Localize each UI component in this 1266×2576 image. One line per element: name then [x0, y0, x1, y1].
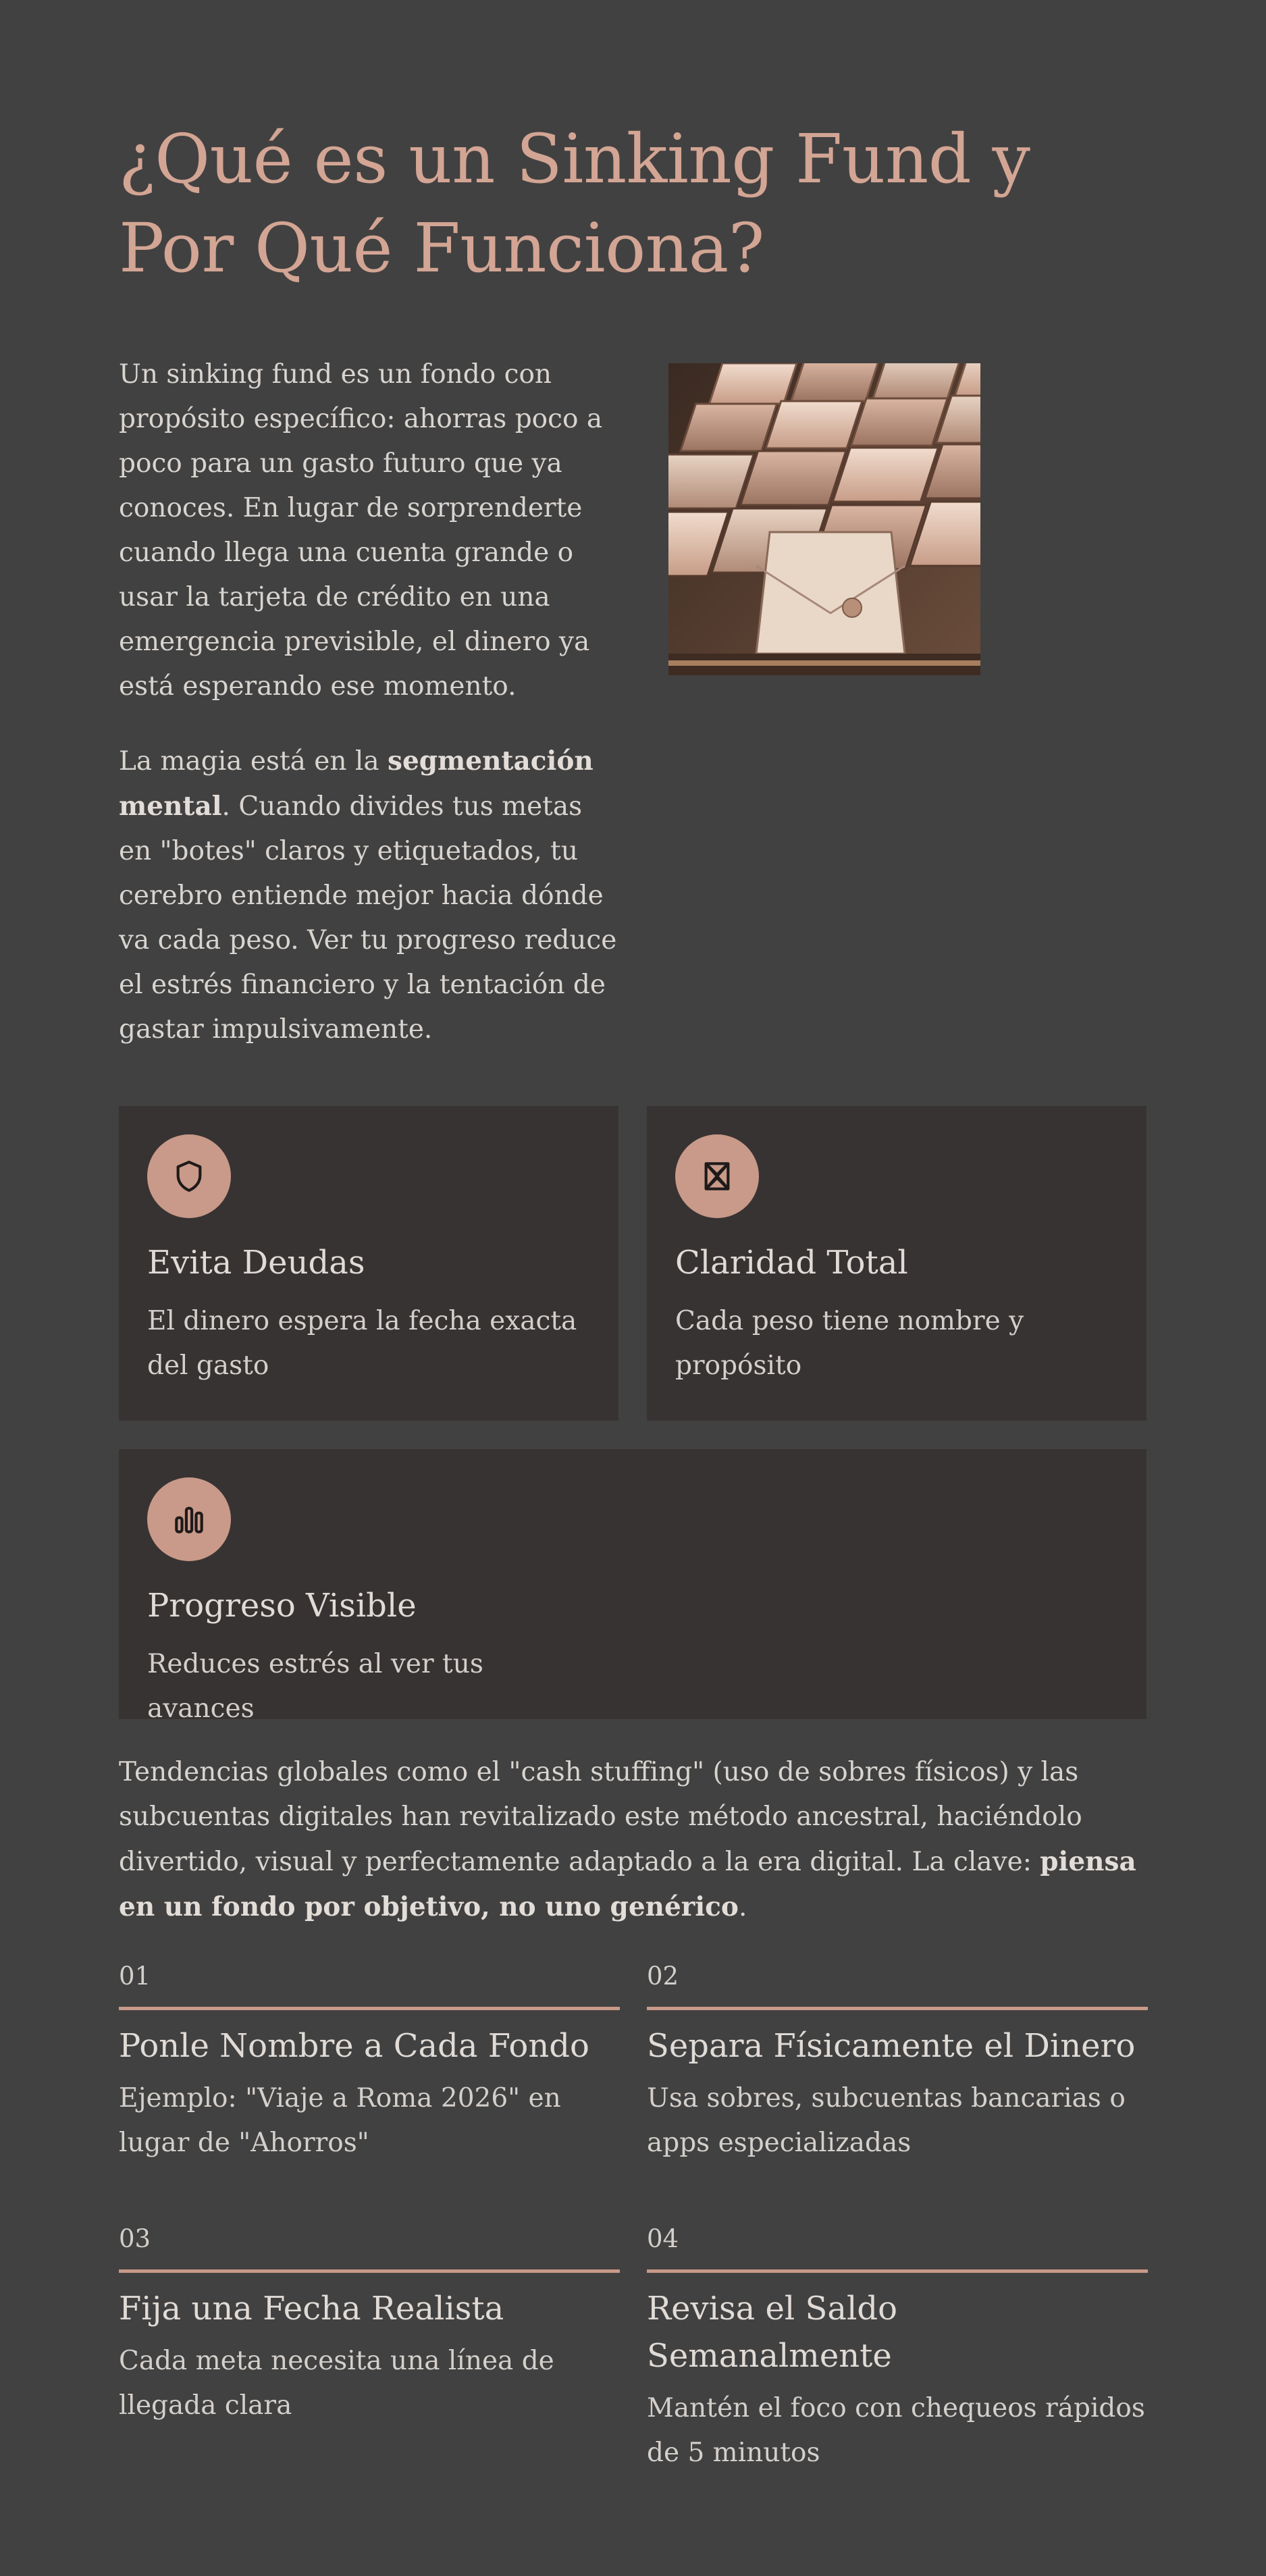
step-title: Separa Físicamente el Dinero — [647, 2027, 1136, 2065]
envelope-icon — [675, 1134, 759, 1218]
step-title: Fija una Fecha Realista — [119, 2290, 504, 2328]
step-02 — [647, 1960, 1148, 2165]
trends-bold: piensa en un fondo por objetivo, no uno genérico — [119, 1846, 1136, 1922]
card-evita-deudas — [119, 1106, 618, 1421]
intro-p2-end: . Cuando divides tus metas en "botes" claros y etiquetados, tu cerebro entiende mejor hacia dónde va cada peso. Ver tu progreso reduce el estrés financiero y la tentación de gastar impulsivamente. — [119, 791, 617, 1045]
shield-icon — [147, 1134, 231, 1218]
step-number: 01 — [119, 1962, 151, 1991]
step-01 — [119, 1960, 620, 2165]
card-title: Claridad Total — [675, 1244, 908, 1282]
trends-paragraph — [119, 1750, 1152, 1930]
card-title: Progreso Visible — [147, 1587, 417, 1625]
step-title: Ponle Nombre a Cada Fondo — [119, 2027, 589, 2065]
card-text: Cada peso tiene nombre y propósito — [675, 1306, 1024, 1381]
intro-section — [119, 352, 618, 1082]
card-text: Reduces estrés al ver tus avances — [147, 1649, 483, 1724]
step-title: Revisa el Saldo Semanalmente — [647, 2290, 898, 2375]
card-text: El dinero espera la fecha exacta del gasto — [147, 1306, 577, 1381]
card-progreso-visible — [119, 1449, 1146, 1724]
step-text: Cada meta necesita una línea de llegada clara — [119, 2346, 554, 2421]
card-claridad-total — [647, 1106, 1146, 1421]
step-divider — [119, 2007, 620, 2010]
step-text: Ejemplo: "Viaje a Roma 2026" en lugar de "Ahorros" — [119, 2083, 561, 2158]
step-divider — [647, 2007, 1148, 2010]
step-divider — [119, 2269, 620, 2273]
intro-paragraph-1: Un sinking fund es un fondo con propósito específico: ahorras poco a poco para un gasto futuro que ya conoces. En lugar de sorprenderte cuando llega una cuenta grande o usar la tarjeta de crédito en una emergencia previsible, el dinero ya está esperando ese momento. — [119, 359, 603, 702]
step-03 — [119, 2222, 620, 2428]
bar-chart-icon — [147, 1477, 231, 1561]
envelopes-photo — [668, 363, 980, 675]
intro-paragraph-2 — [119, 739, 618, 1052]
trends-start: Tendencias globales como el "cash stuffing" (uso de sobres físicos) y las subcuentas digitales han revitalizado este método ancestral, haciéndolo divertido, visual y perfectamente adaptado a la era digital. La clave: — [119, 1757, 1082, 1877]
step-text: Usa sobres, subcuentas bancarias o apps especializadas — [647, 2083, 1126, 2158]
card-title: Evita Deudas — [147, 1244, 365, 1282]
intro-p2-bold: segmentación mental — [119, 745, 594, 822]
step-text: Mantén el foco con chequeos rápidos de 5 minutos — [647, 2393, 1145, 2468]
page-title: ¿Qué es un Sinking Fund y Por Qué Funciona? — [119, 120, 1030, 288]
trends-end: . — [738, 1892, 747, 1922]
step-number: 03 — [119, 2224, 151, 2253]
step-number: 04 — [647, 2224, 679, 2253]
step-number: 02 — [647, 1962, 679, 1991]
intro-p2-start: La magia está en la — [119, 746, 388, 777]
envelopes-illustration — [668, 363, 980, 675]
step-divider — [647, 2269, 1148, 2273]
step-04 — [647, 2222, 1148, 2475]
